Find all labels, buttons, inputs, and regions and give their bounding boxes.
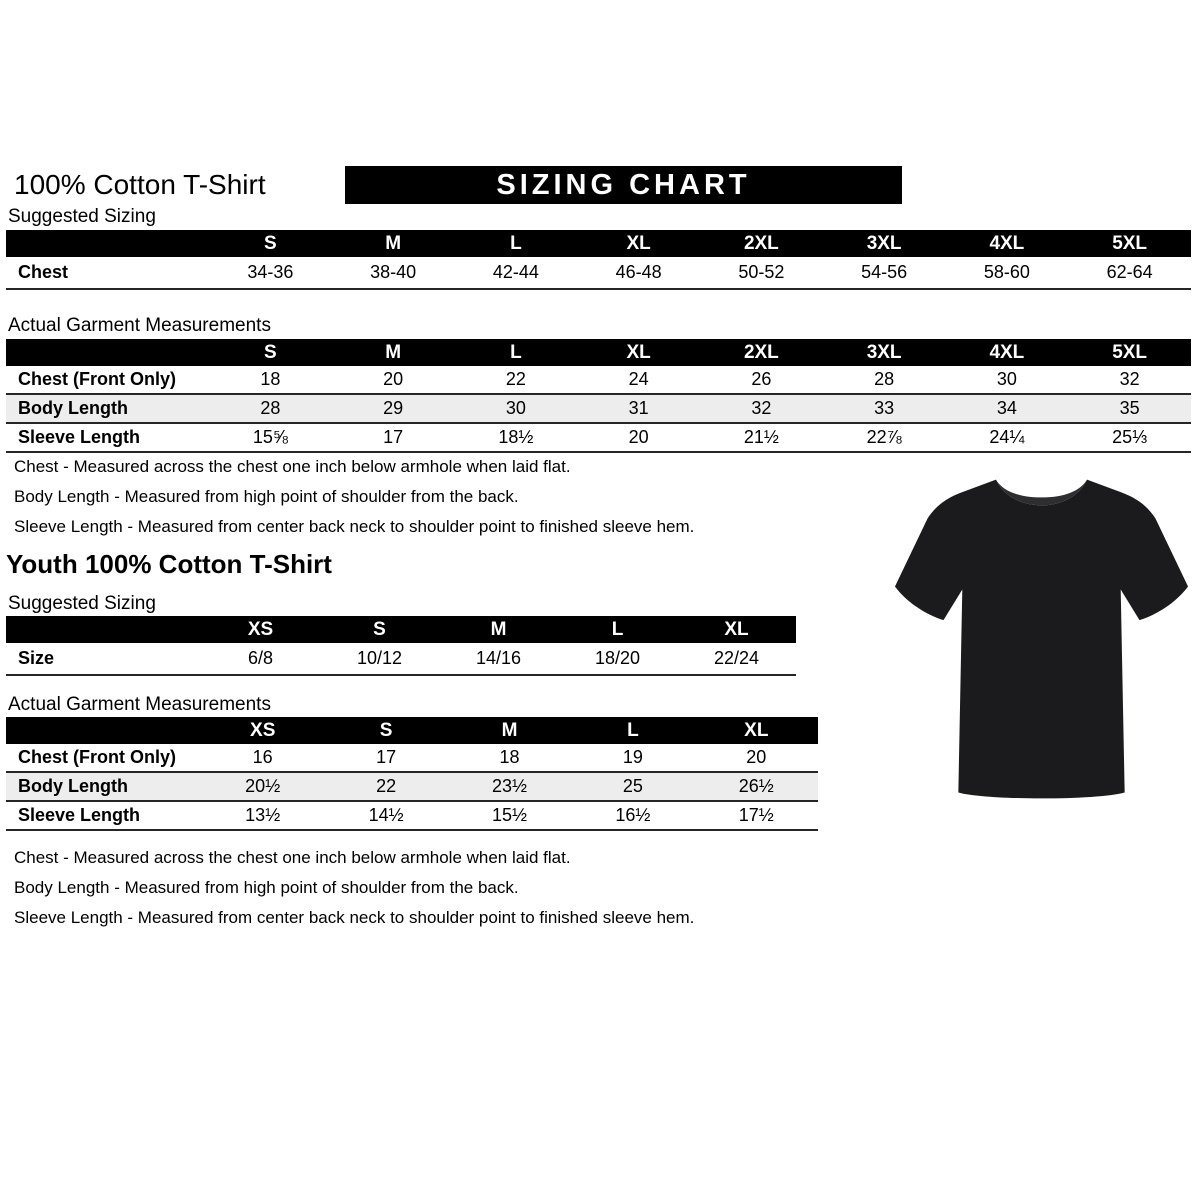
table-cell: 25 — [622, 776, 643, 796]
size-column-header: L — [611, 618, 624, 640]
table-cell: 16½ — [615, 805, 651, 825]
youth-title: Youth 100% Cotton T-Shirt — [6, 549, 332, 579]
tshirt-body-shape — [895, 480, 1188, 799]
size-column-header: XL — [626, 232, 651, 254]
table-cell: 14/16 — [475, 648, 522, 668]
table-cell: 20 — [383, 369, 404, 389]
table-header-row — [6, 230, 1191, 257]
size-column-header: 2XL — [743, 232, 779, 254]
row-label: Body Length — [18, 398, 128, 418]
size-column-header: 2XL — [743, 341, 779, 363]
table-cell: 17 — [376, 747, 397, 767]
table-cell: 18/20 — [594, 648, 641, 668]
table-cell: 20 — [746, 747, 767, 767]
table-row — [6, 773, 818, 802]
table-cell: 30 — [505, 398, 526, 418]
row-label: Body Length — [18, 776, 128, 796]
table-cell: 46-48 — [615, 262, 662, 282]
note-chest: Chest - Measured across the chest one inch below armhole when laid flat. — [14, 848, 571, 867]
table-row — [6, 643, 796, 676]
table-cell: 34 — [996, 398, 1017, 418]
table-cell: 16 — [252, 747, 273, 767]
table-cell: 6/8 — [247, 648, 274, 668]
size-column-header: 3XL — [866, 341, 902, 363]
table-cell: 35 — [1119, 398, 1140, 418]
table-cell: 32 — [1119, 369, 1140, 389]
adult-suggested-sizing-label: Suggested Sizing — [8, 206, 156, 227]
size-column-header: S — [373, 618, 386, 640]
youth-garment-measurements-label: Actual Garment Measurements — [8, 694, 271, 715]
table-row — [6, 257, 1191, 290]
table-row — [6, 395, 1191, 424]
table-cell: 21½ — [743, 427, 779, 447]
row-label: Chest (Front Only) — [18, 369, 176, 389]
table-row — [6, 802, 818, 831]
table-cell: 24 — [628, 369, 649, 389]
size-column-header: L — [510, 341, 522, 363]
table-cell: 25⅓ — [1112, 427, 1148, 447]
adult-garment-measurements-label: Actual Garment Measurements — [8, 315, 271, 336]
table-cell: 33 — [874, 398, 895, 418]
table-cell: 24¼ — [989, 427, 1025, 447]
tshirt-image — [893, 468, 1190, 808]
size-column-header: 4XL — [989, 232, 1025, 254]
table-cell: 54-56 — [861, 262, 908, 282]
table-cell: 18½ — [498, 427, 534, 447]
note-chest: Chest - Measured across the chest one inch below armhole when laid flat. — [14, 457, 571, 476]
table-cell: 17 — [383, 427, 404, 447]
row-label: Sleeve Length — [18, 427, 141, 447]
youth-measurement-notes — [14, 843, 694, 933]
table-cell: 38-40 — [370, 262, 417, 282]
note-sleeve-length: Sleeve Length - Measured from center back neck to shoulder point to finished sleeve hem. — [14, 908, 695, 927]
table-cell: 26 — [751, 369, 772, 389]
table-cell: 30 — [996, 369, 1017, 389]
table-cell: 28 — [260, 398, 281, 418]
table-header-row — [6, 616, 796, 643]
size-column-header: S — [379, 719, 393, 741]
note-body-length: Body Length - Measured from high point of shoulder from the back. — [14, 487, 519, 506]
table-cell: 22⅞ — [866, 427, 902, 447]
table-cell: 15½ — [491, 805, 528, 825]
adult-measurement-notes — [14, 452, 694, 542]
size-column-header: XS — [247, 618, 274, 640]
table-cell: 18 — [499, 747, 520, 767]
sizing-chart-banner: SIZING CHART — [345, 166, 902, 204]
adult-title: 100% Cotton T-Shirt — [14, 169, 266, 200]
size-column-header: XL — [744, 719, 769, 741]
size-column-header: M — [490, 618, 507, 640]
table-cell: 10/12 — [356, 648, 403, 668]
note-sleeve-length: Sleeve Length - Measured from center back neck to shoulder point to finished sleeve hem. — [14, 517, 695, 536]
adult-garment-table — [6, 339, 1191, 453]
size-column-header: S — [264, 341, 277, 363]
size-column-header: M — [501, 719, 518, 741]
youth-suggested-table — [6, 616, 796, 676]
table-cell: 23½ — [491, 776, 528, 796]
table-cell: 58-60 — [983, 262, 1030, 282]
table-cell: 32 — [751, 398, 772, 418]
youth-suggested-sizing-label: Suggested Sizing — [8, 593, 156, 614]
table-cell: 62-64 — [1106, 262, 1153, 282]
table-cell: 19 — [622, 747, 643, 767]
size-column-header: 5XL — [1112, 232, 1148, 254]
size-column-header: XL — [724, 618, 749, 640]
table-header-row — [6, 339, 1191, 366]
size-column-header: L — [627, 719, 639, 741]
table-cell: 42-44 — [492, 262, 539, 282]
table-cell: 14½ — [368, 805, 404, 825]
table-cell: 22 — [505, 369, 526, 389]
row-label: Sleeve Length — [18, 805, 141, 825]
note-body-length: Body Length - Measured from high point of shoulder from the back. — [14, 878, 519, 897]
size-column-header: 4XL — [989, 341, 1025, 363]
table-cell: 22 — [376, 776, 397, 796]
table-cell: 20½ — [245, 776, 281, 796]
table-cell: 18 — [260, 369, 281, 389]
table-cell: 34-36 — [247, 262, 294, 282]
youth-garment-table — [6, 717, 818, 831]
size-column-header: L — [510, 232, 522, 254]
table-cell: 50-52 — [738, 262, 785, 282]
table-cell: 29 — [383, 398, 404, 418]
table-cell: 17½ — [738, 805, 774, 825]
size-column-header: M — [385, 341, 402, 363]
row-label: Chest (Front Only) — [18, 747, 176, 767]
table-row — [6, 744, 818, 773]
table-cell: 20 — [628, 427, 649, 447]
size-column-header: 5XL — [1112, 341, 1148, 363]
row-label: Chest — [18, 262, 69, 282]
table-row — [6, 366, 1191, 395]
table-header-row — [6, 717, 818, 744]
table-cell: 26½ — [738, 776, 774, 796]
size-column-header: XS — [250, 719, 276, 741]
table-cell: 28 — [874, 369, 895, 389]
adult-suggested-table — [6, 230, 1191, 290]
table-cell: 22/24 — [713, 648, 760, 668]
size-column-header: XL — [626, 341, 651, 363]
size-column-header: 3XL — [866, 232, 902, 254]
row-label: Size — [18, 648, 55, 668]
table-cell: 31 — [628, 398, 649, 418]
size-column-header: M — [385, 232, 402, 254]
table-row — [6, 424, 1191, 453]
table-cell: 15⅝ — [252, 427, 288, 447]
size-column-header: S — [264, 232, 277, 254]
table-cell: 13½ — [245, 805, 281, 825]
